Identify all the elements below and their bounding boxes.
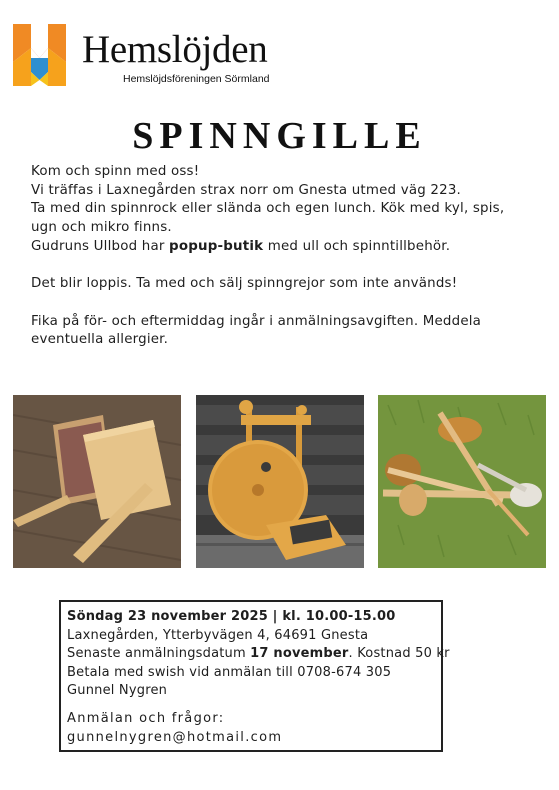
hemslojden-logo-mark <box>13 24 66 86</box>
event-date: Söndag 23 november 2025 | kl. 10.00-15.00 <box>67 609 396 624</box>
event-address: Laxnegården, Ytterbyvägen 4, 64691 Gnesta <box>67 627 369 643</box>
intro-line: Vi träffas i Laxnegården strax norr om Gnesta utmed väg 223. <box>31 182 462 198</box>
brand <box>82 30 270 85</box>
loppis-line: Det blir loppis. Ta med och sälj spinngrejor som inte används! <box>31 276 458 292</box>
intro-line: ugn och mikro finns. <box>31 220 172 236</box>
page-title: SPINNGILLE <box>132 115 427 157</box>
deadline-pre: Senaste anmälningsdatum <box>67 646 251 662</box>
brand-subtitle: Hemslöjdsföreningen Sörmland <box>123 73 270 85</box>
popup-bold: popup-butik <box>169 238 264 254</box>
intro-text <box>31 163 536 350</box>
spinning-wheel-photo <box>196 395 364 568</box>
deadline-post: . Kostnad 50 kr <box>348 646 450 662</box>
event-info-box <box>59 600 450 752</box>
fika-line: eventuella allergier. <box>31 332 169 348</box>
contact-email[interactable]: gunnelnygren@hotmail.com <box>67 729 283 745</box>
wool-carders-photo <box>13 395 181 568</box>
popup-line-post: med ull och spinntillbehör. <box>263 238 451 254</box>
intro-line: Ta med din spinnrock eller slända och egen lunch. Kök med kyl, spis, <box>31 201 505 217</box>
registration-deadline <box>67 645 450 664</box>
popup-line <box>31 238 536 257</box>
contact-name: Gunnel Nygren <box>67 683 168 699</box>
deadline-date: 17 november <box>250 646 349 662</box>
intro-line: Kom och spinn med oss! <box>31 164 200 179</box>
drop-spindles-photo <box>378 395 546 568</box>
brand-name: Hemslöjden <box>82 28 268 71</box>
popup-line-pre: Gudruns Ullbod har <box>31 238 170 254</box>
contact-label: Anmälan och frågor: <box>67 710 225 726</box>
payment-info: Betala med swish vid anmälan till 0708-674 305 <box>67 664 392 680</box>
fika-line: Fika på för- och eftermiddag ingår i anmälningsavgiften. Meddela <box>31 313 482 329</box>
